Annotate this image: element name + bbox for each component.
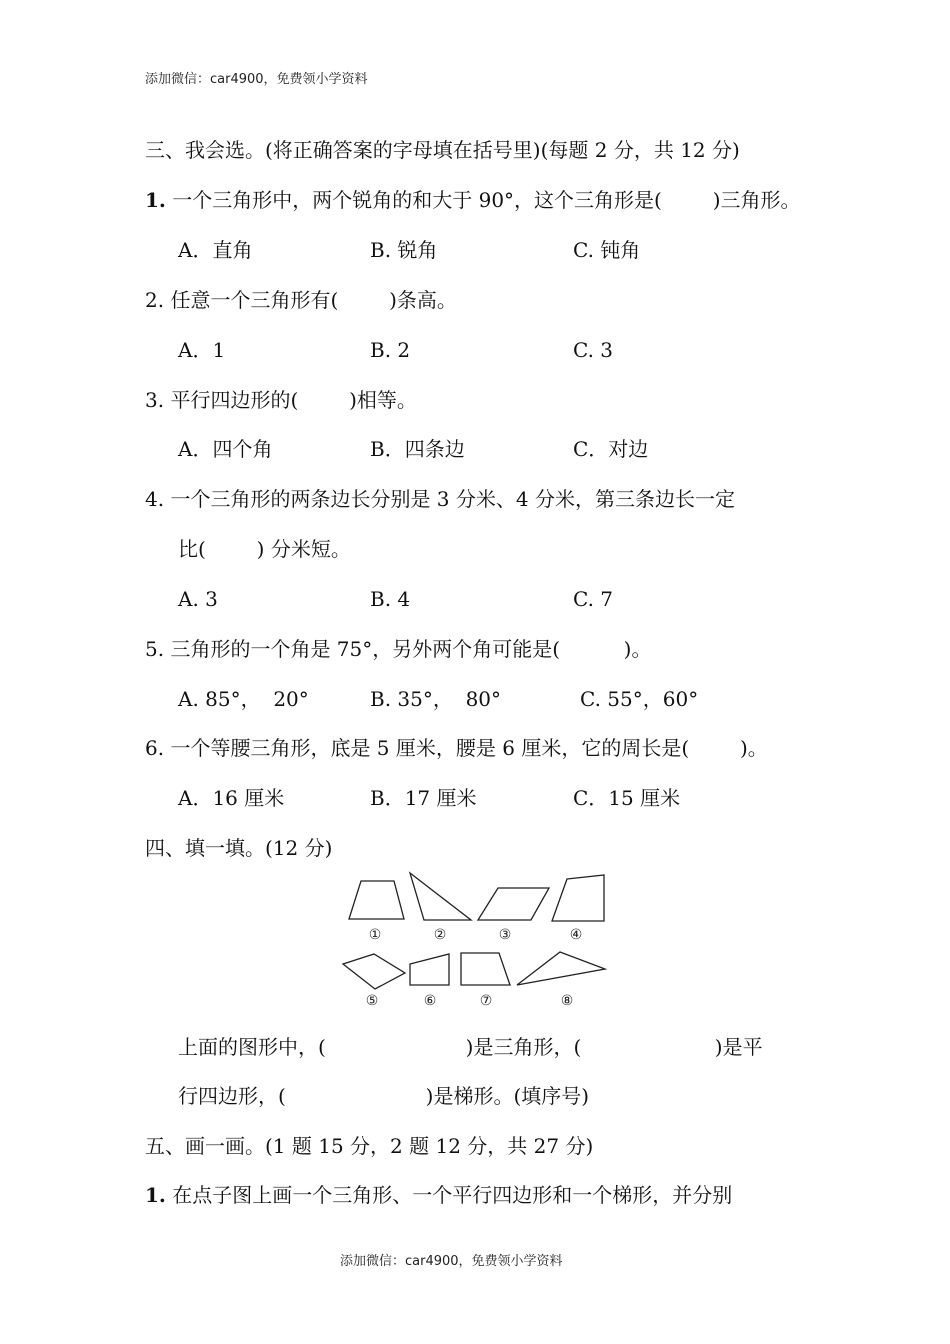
shape-label: ⑤ [365,993,379,1009]
question-2 [145,288,457,312]
question-text: 一个三角形中，两个锐角的和大于 90°，这个三角形是( )三角形。 [172,188,801,212]
question-6 [145,736,768,760]
shape-label: ⑥ [423,993,437,1009]
page-header: 添加微信：car4900，免费领小学资料 [145,72,368,87]
fill-in-line-1: 上面的图形中，( )是三角形，( )是平 [178,1035,763,1059]
option-b: B. 4 [370,587,411,611]
option-c: C. 55°，60° [580,687,699,711]
question-text: 一个等腰三角形，底是 5 厘米，腰是 6 厘米，它的周长是( )。 [170,736,768,760]
page-footer: 添加微信：car4900，免费领小学资料 [340,1254,563,1269]
question-number: 5. [145,637,165,661]
shape-label: ② [433,927,447,943]
shape-label: ⑧ [560,993,574,1009]
section-5-title: 五、画一画。(1 题 15 分，2 题 12 分，共 27 分) [145,1134,594,1158]
option-a: A. 3 [178,587,218,611]
option-b: B．17 厘米 [370,786,477,810]
question-number: 4. [145,487,165,511]
shape-6-trapezoid [410,954,449,985]
question-4 [145,487,735,511]
option-b: B. 35°， 80° [370,687,502,711]
section-3-title: 三、我会选。(将正确答案的字母填在括号里)(每题 2 分，共 12 分) [145,138,740,162]
option-b: B. 2 [370,338,411,362]
option-b: B．四条边 [370,437,465,461]
fill-in-line-2: 行四边形，( )是梯形。(填序号) [178,1084,590,1108]
question-5 [145,637,651,661]
shape-label: ③ [498,927,512,943]
shape-1-trapezoid [349,881,404,919]
option-c: C．对边 [573,437,649,461]
question-number: 6. [145,736,165,760]
question-1 [145,188,801,212]
shape-4-trapezoid [552,875,604,921]
option-c: C．15 厘米 [573,786,681,810]
question-text: 平行四边形的( )相等。 [170,388,417,412]
shapes-figure [330,868,630,1013]
section-4-title: 四、填一填。(12 分) [145,836,333,860]
option-c: C. 7 [573,587,614,611]
shape-label: ① [368,927,382,943]
option-a: A．四个角 [178,437,273,461]
shape-label: ④ [569,927,583,943]
question-number: 2. [145,288,165,312]
option-a: A．直角 [178,238,253,262]
shape-3-parallelogram [478,888,549,920]
section-5-question-1 [145,1183,732,1207]
shape-2-triangle [410,873,471,920]
question-text: 三角形的一个角是 75°，另外两个角可能是( )。 [170,637,652,661]
question-number: 3. [145,388,165,412]
option-b: B. 锐角 [370,238,438,262]
option-c: C. 钝角 [573,238,641,262]
question-text: 在点子图上画一个三角形、一个平行四边形和一个梯形，并分别 [172,1183,733,1207]
shape-8-triangle [517,952,605,985]
question-text: 任意一个三角形有( )条高。 [170,288,457,312]
question-number: 1. [145,188,166,212]
question-3 [145,388,417,412]
option-a: A．1 [178,338,226,362]
question-number: 1. [145,1183,166,1207]
shape-label: ⑦ [479,993,493,1009]
option-a: A．16 厘米 [178,786,285,810]
shape-7-trapezoid [461,953,510,985]
question-text: 一个三角形的两条边长分别是 3 分米、4 分米，第三条边长一定 [170,487,735,511]
question-4-continued: 比( ) 分米短。 [178,537,351,561]
shape-5-parallelogram [343,954,405,989]
option-a: A. 85°， 20° [178,687,309,711]
option-c: C. 3 [573,338,614,362]
